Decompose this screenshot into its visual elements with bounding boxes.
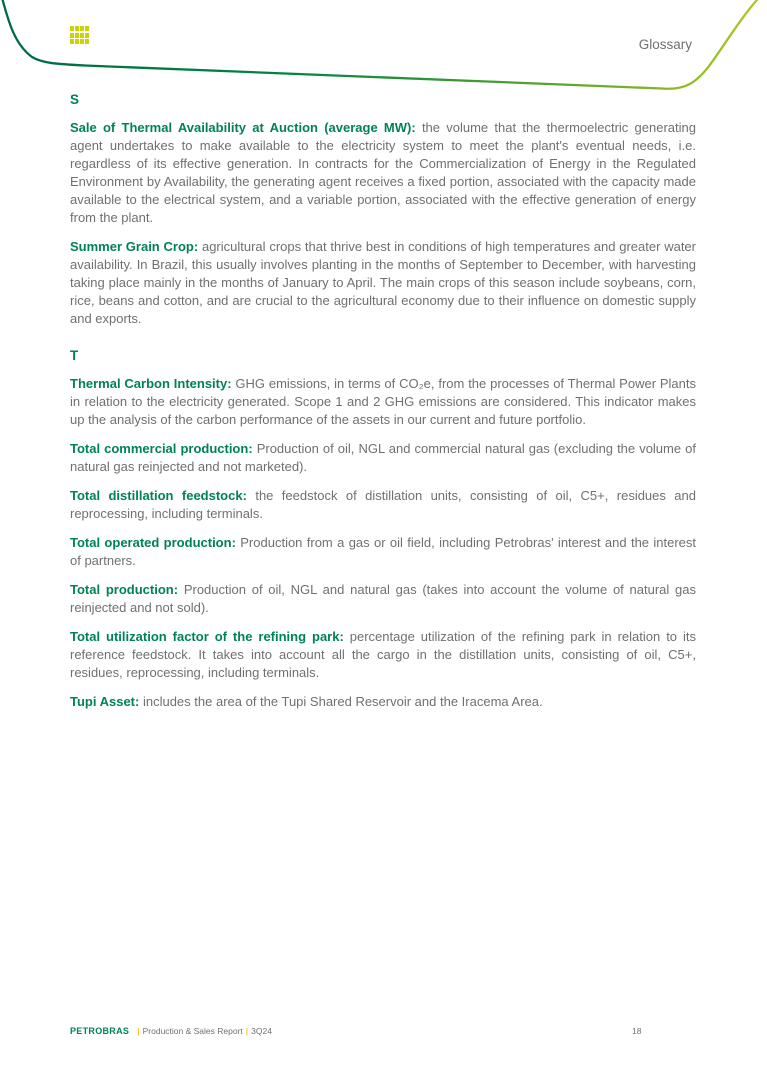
glossary-term: Total commercial production:: [70, 441, 253, 456]
glossary-term: Total production:: [70, 582, 179, 597]
glossary-section-s: [70, 91, 696, 328]
footer-report-title: Production & Sales Report: [142, 1026, 243, 1036]
glossary-definition: includes the area of the Tupi Shared Reservoir and the Iracema Area.: [142, 694, 543, 709]
glossary-term: Total operated production:: [70, 535, 236, 550]
glossary-entry: [70, 375, 696, 429]
glossary-content: [70, 91, 696, 722]
glossary-definition: percentage utilization of the refining park in relation to its reference feedstock. It takes into account all the cargo in the distillation units, consisting of oil, C5+, residues, reprocessing, including terminals.: [70, 629, 696, 680]
glossary-section-t: [70, 347, 696, 711]
glossary-term: Tupi Asset:: [70, 694, 140, 709]
glossary-definition: Production of oil, NGL and natural gas (takes into account the volume of natural gas reinjected and not sold).: [70, 582, 696, 615]
glossary-definition: Production of oil, NGL and commercial natural gas (excluding the volume of natural gas reinjected and not marketed).: [70, 441, 696, 474]
glossary-definition: GHG emissions, in terms of CO₂e, from the processes of Thermal Power Plants in relation to the electricity generated. Scope 1 and 2 GHG emissions are considered. This indicator makes up the analysis of the carbon performance of the assets in our current and future portfolio.: [70, 376, 696, 427]
glossary-term: Total distillation feedstock:: [70, 488, 247, 503]
glossary-definition: the volume that the thermoelectric generating agent undertakes to make available to the electricity system to meet the plant's eventual needs, i.e. regardless of its effective generation. In contracts for the Commercialization of Energy in the Regulated Environment by Availability, the generating agent receives a fixed portion, associated with the capacity made available to the electrical system, and a variable portion, associated with the effective generation of energy from the plant.: [70, 120, 696, 225]
page-number: 18: [632, 1026, 642, 1036]
footer-separator: |: [137, 1026, 140, 1036]
glossary-entry: [70, 581, 696, 617]
glossary-entry: [70, 119, 696, 227]
glossary-term: Summer Grain Crop:: [70, 239, 199, 254]
glossary-definition: the feedstock of distillation units, consisting of oil, C5+, residues and reprocessing, including terminals.: [70, 488, 696, 521]
glossary-term: Thermal Carbon Intensity:: [70, 376, 232, 391]
glossary-entry: [70, 440, 696, 476]
footer-separator: |: [245, 1026, 249, 1036]
glossary-entry: [70, 693, 696, 711]
glossary-term: Sale of Thermal Availability at Auction (average MW):: [70, 120, 416, 135]
petrobras-grid-icon: [70, 26, 89, 44]
footer-brand: PETROBRAS: [70, 1026, 130, 1036]
page-title: Glossary: [638, 37, 692, 52]
section-letter: S: [70, 92, 80, 107]
glossary-definition: agricultural crops that thrive best in conditions of high temperatures and greater water availability. In Brazil, this usually involves planting in the months of September to December, with harvesting taking place mainly in the months of January to April. The main crops of this season include soybeans, corn, rice, beans and cotton, and are crucial to the agricultural economy due to their influence on domestic supply and exports.: [70, 239, 696, 326]
glossary-entry: [70, 628, 696, 682]
glossary-entry: [70, 534, 696, 570]
page-footer: [70, 1026, 696, 1037]
footer-period: 3Q24: [251, 1026, 272, 1036]
glossary-entry: [70, 487, 696, 523]
glossary-term: Total utilization factor of the refining park:: [70, 629, 344, 644]
glossary-definition: Production from a gas or oil field, including Petrobras' interest and the interest of partners.: [70, 535, 697, 568]
glossary-entry: [70, 238, 696, 328]
section-letter: T: [70, 348, 79, 363]
